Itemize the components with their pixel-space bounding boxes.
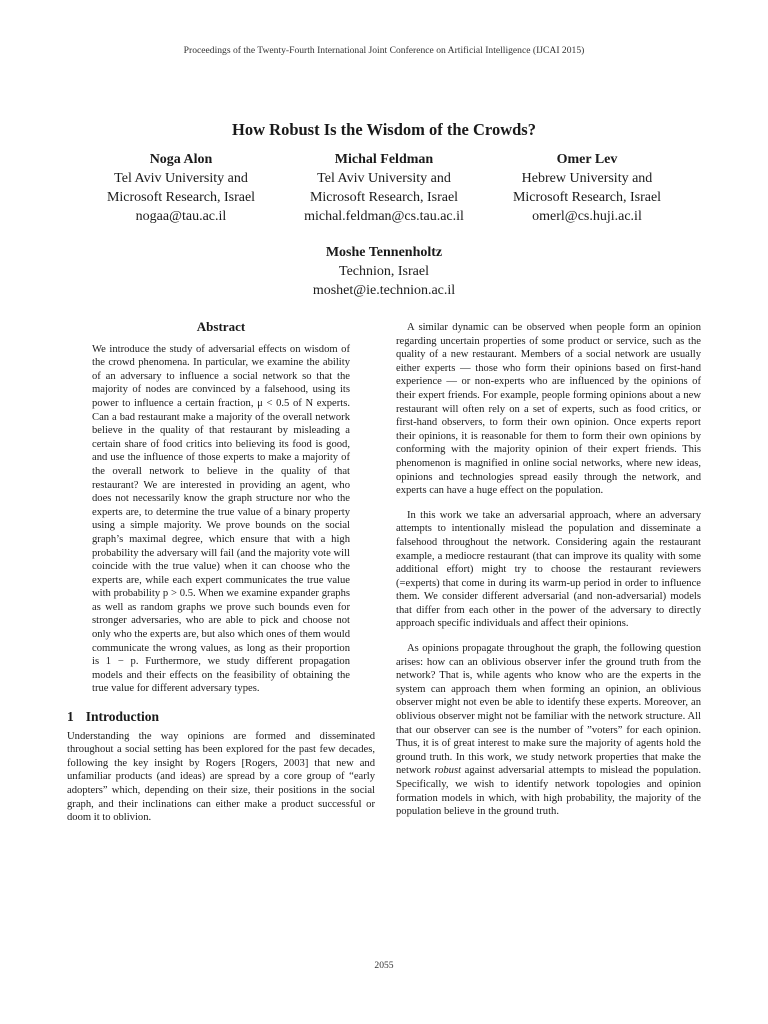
paper-title: How Robust Is the Wisdom of the Crowds? — [232, 120, 536, 139]
author-name: Michal Feldman — [334, 152, 434, 167]
author-name: Moshe Tennenholtz — [325, 245, 443, 260]
author-affiliation: Hebrew University and — [521, 171, 653, 186]
author-affiliation: Tel Aviv University and — [114, 171, 248, 186]
intro-paragraph: Understanding the way opinions are formed and disseminated throughout a social setting has been explored for the past few decades, following the key insight by Rogers [Rogers, 2003] that new and unfamiliar products (and ideas) are spread by a core group of “early adopters” which, depending on their size, their positions in the social graph, and their inclinations can either make a product successful or doom it to oblivion. — [67, 730, 375, 824]
author-affiliation: Tel Aviv University and — [317, 171, 451, 186]
section-heading — [67, 710, 375, 724]
author-email: michal.feldman@cs.tau.ac.il — [304, 209, 464, 224]
author-name: Omer Lev — [556, 152, 618, 167]
abstract-body — [67, 343, 375, 696]
author-email: omerl@cs.huji.ac.il — [532, 209, 642, 224]
right-column — [396, 321, 701, 830]
author-name: Noga Alon — [149, 152, 213, 167]
section-number: 1 — [67, 709, 74, 725]
author-block — [264, 243, 504, 300]
author-affiliation: Microsoft Research, Israel — [106, 190, 256, 205]
author-block — [467, 150, 707, 226]
page-number: 2055 — [374, 960, 394, 971]
body-paragraph: A similar dynamic can be observed when people form an opinion regarding uncertain properties of some product or service, such as the quality of a new restaurant. Members of a social network are usually either experts — those who form their opinions based on first-hand experience — or non-experts who are influenced by the opinions of their expert friends. For example, people forming opinions about a new restaurant will often rely on a set of experts, such as food critics, or first-hand observers, to form their own opinion. Once experts report their opinions, it is reasonable for them to form their own opinions by conforming with the majority opinion of their expert friends. This phenomenon is magnified in online social networks, where new ideas, opinions and technologies spread easily through the network, and experts can have a huge effect on the population. — [396, 322, 701, 497]
author-affiliation: Microsoft Research, Israel — [309, 190, 459, 205]
abstract-text: We introduce the study of adversarial effects on wisdom of the crowd phenomena. In particular, we examine the ability of an adversary to influence a social network so that the majority of nodes are convinced by a falsehood, using its power to influence a certain fraction, μ < 0.5 of N experts. Can a bad restaurant make a majority of the overall network believe in the quality of that restaurant by misleading a certain share of food critics into believing its food is good, and use the influence of those experts to make a majority of the overall network to believe in the quality of that restaurant? We are interested in providing an agent, who does not necessarily know the graph structure nor who the experts are, to determine the true value of a binary property using a simple majority. We prove bounds on the social graph’s maximal degree, which ensure that with a high probability the adversary will fail (and the majority vote will coincide with the true value) when it can choose who the experts are, while each expert communicates the true value with probability p > 0.5. When we examine expander graphs as well as random graphs we prove such bounds even for stronger adversaries, who are able to pick and choose not only who the experts are, but also which ones of them would communicate the wrong values, as long as their proportion is 1 − p. Furthermore, we study different propagation models and their effects on the feasibility of obtaining the true value for different adversary types. — [92, 343, 350, 695]
author-email: nogaa@tau.ac.il — [135, 209, 227, 224]
emphasis-text: robust — [434, 765, 462, 777]
author-affiliation: Microsoft Research, Israel — [512, 190, 662, 205]
body-paragraph — [396, 642, 701, 819]
left-column — [67, 320, 375, 825]
paragraph-text: against adversarial attempts to mislead the population. Specifically, we wish to identify network topologies and opinion formation models in which, with high probability, the majority of the population believe in the ground truth. — [396, 765, 701, 818]
body-paragraph: In this work we take an adversarial approach, where an adversary attempts to intentionally mislead the population and disseminate a falsehood throughout the network. Considering again the restaurant example, a mediocre restaurant (that can improve its quality with some additional effort) might try to choose the restaurant reviewers (=experts) that come in during its warm-up period in order to influence them. We consider different adversarial (and non-adversarial) models that differ from each other in the power of the adversary to directly approach specific individuals and affect their opinions. — [396, 509, 701, 630]
abstract-heading: Abstract — [196, 319, 246, 334]
paragraph-text: As opinions propagate throughout the graph, the following question arises: how can an oblivious observer infer the ground truth from the network? That is, while agents who know who are the experts in the system can approach them when forming an opinion, an oblivious observer might not even be able to identify these experts. Moreover, an oblivious observer might not be familiar with the network structure. All that our observer can see is the number of ”voters” for each opinion. Thus, it is of great interest to make sure the majority of agents hold the ground truth. In this work, we study network properties that make the network — [396, 643, 701, 777]
section-title: Introduction — [85, 709, 160, 725]
conference-header: Proceedings of the Twenty-Fourth International Joint Conference on Artificial Intelligence (IJCAI 2015) — [183, 45, 585, 56]
author-email: moshet@ie.technion.ac.il — [312, 283, 456, 298]
author-affiliation: Technion, Israel — [339, 264, 429, 279]
